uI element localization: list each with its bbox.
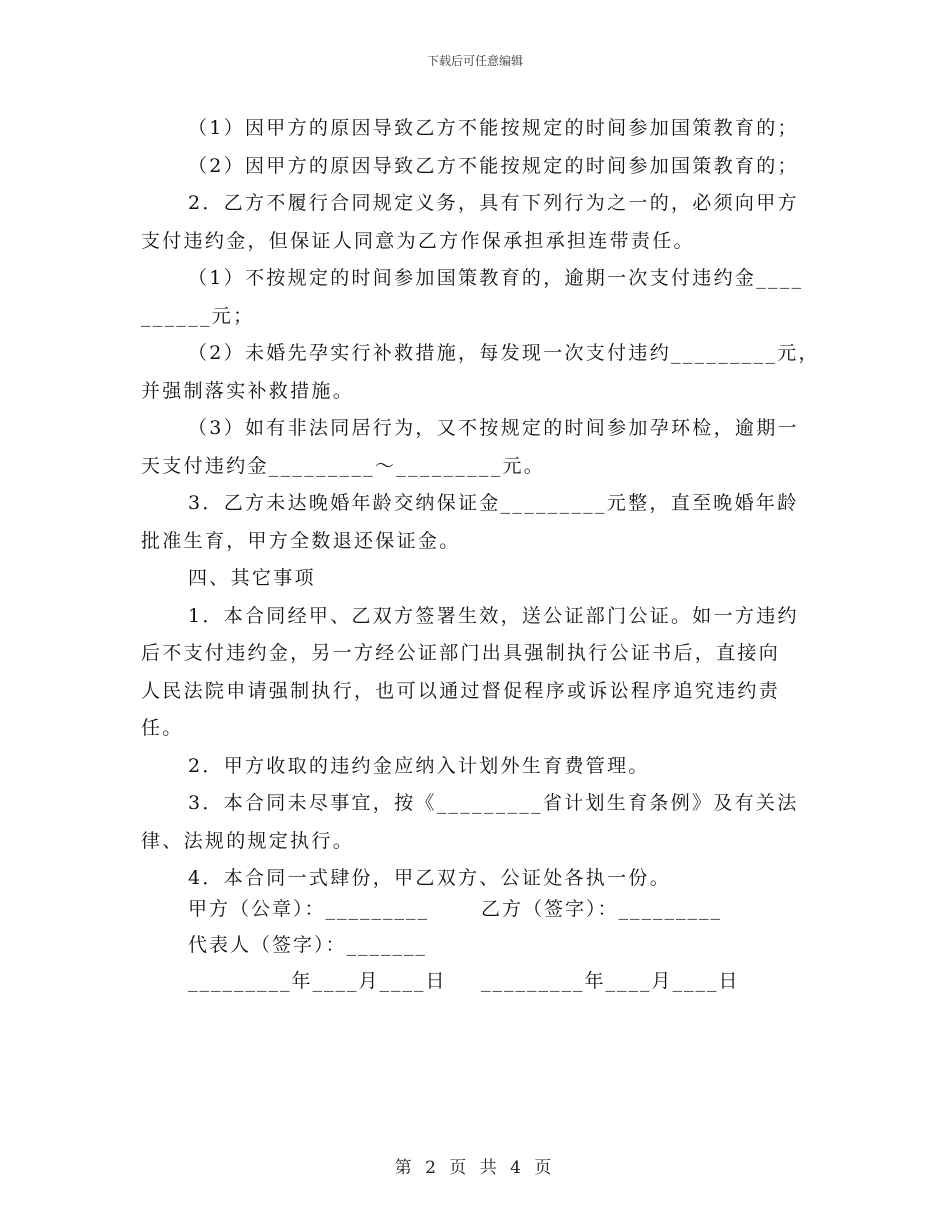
body-line: 支付违约金，但保证人同意为乙方作保承担承担连带责任。 (141, 229, 695, 252)
body-line: 批准生育，甲方全数退还保证金。 (141, 529, 461, 552)
signature-row-representative (188, 930, 427, 960)
body-line: 并强制落实补救措施。 (141, 379, 355, 402)
body-line: 2．乙方不履行合同规定义务，具有下列行为之一的，必须向甲方 (188, 192, 799, 214)
party-b-date: _________年____月____日 (481, 970, 740, 992)
signature-row-dates (188, 966, 740, 996)
body-line: 后不支付违约金，另一方经公证部门出具强制执行公证书后，直接向 (141, 642, 781, 664)
representative-signature: 代表人（签字）：_______ (188, 934, 428, 956)
body-line: 四、其它事项 (188, 567, 316, 589)
body-line: （1）不按规定的时间参加国策教育的，逾期一次支付违约金____ (188, 267, 804, 289)
body-line: 4．本合同一式肆份，甲乙双方、公证处各执一份。 (188, 867, 671, 889)
body-line: 2．甲方收取的违约金应纳入计划外生育费管理。 (188, 754, 650, 777)
body-line: （1）因甲方的原因导致乙方不能按规定的时间参加国策教育的； (188, 117, 799, 139)
body-line: ______元； (141, 304, 255, 327)
party-a-signature: 甲方（公章）：_________ (188, 898, 430, 920)
body-line: 律、法规的规定执行。 (141, 829, 355, 852)
party-b-signature: 乙方（签字）：_________ (481, 898, 723, 920)
body-line: 人民法院申请强制执行，也可以通过督促程序或诉讼程序追究违约责 (141, 679, 781, 702)
body-line: （2）因甲方的原因导致乙方不能按规定的时间参加国策教育的； (188, 154, 799, 177)
page-header: 下载后可任意编辑 (426, 54, 523, 68)
body-line: （3）如有非法同居行为，又不按规定的时间参加孕环检，逾期一 (188, 417, 799, 439)
party-a-date: _________年____月____日 (188, 970, 447, 992)
body-line: 1．本合同经甲、乙双方签署生效，送公证部门公证。如一方违约 (188, 604, 799, 627)
body-line: 天支付违约金_________～_________元。 (141, 454, 546, 477)
body-line: 3．乙方未达晚婚年龄交纳保证金_________元整，直至晚婚年龄 (188, 492, 799, 514)
page-footer: 第 2 页 共 4 页 (394, 1158, 556, 1178)
body-line: （2）未婚先孕实行补救措施，每发现一次支付违约_________元， (188, 342, 820, 364)
signature-row-parties (188, 894, 723, 924)
contract-body (141, 110, 820, 898)
body-line: 3．本合同未尽事宜，按《_________省计划生育条例》及有关法 (188, 792, 799, 814)
body-line: 任。 (141, 717, 184, 739)
